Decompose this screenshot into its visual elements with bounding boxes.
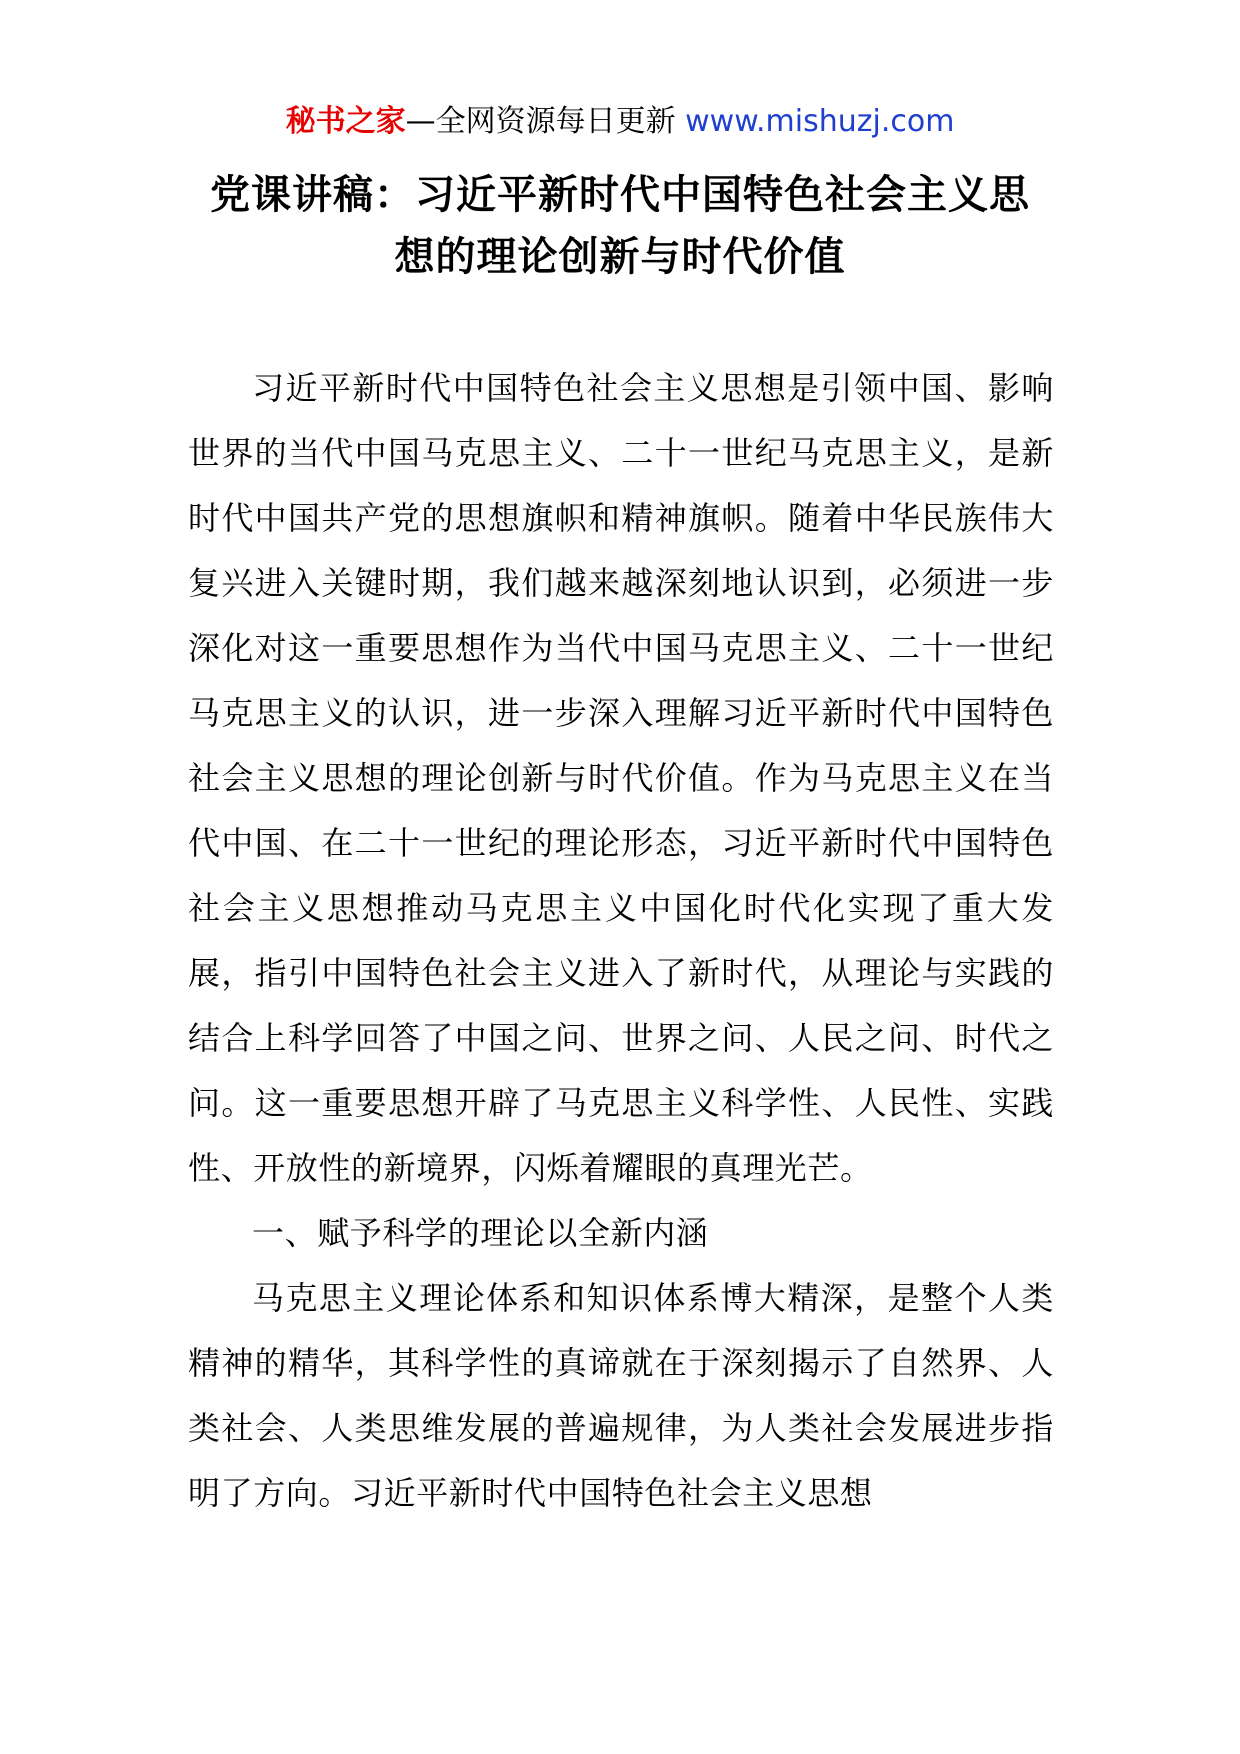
site-url-link[interactable]: www.mishuzj.com xyxy=(685,104,955,139)
title-line-2: 想的理论创新与时代价值 xyxy=(394,234,846,280)
site-tagline: —全网资源每日更新 xyxy=(405,104,686,139)
title-line-1: 党课讲稿：习近平新时代中国特色社会主义思 xyxy=(210,172,1030,218)
section-heading-1: 一、赋予科学的理论以全新内涵 xyxy=(252,1214,709,1252)
section-paragraph: 马克思主义理论体系和知识体系博大精深，是整个人类精神的精华，其科学性的真谛就在于深刻揭示了自然界、人类社会、人类思维发展的普遍规律，为人类社会发展进步指明了方向。习近平新时代中国特色社会主义思想 xyxy=(188,1279,1054,1512)
document-body xyxy=(188,356,1054,1526)
document-title xyxy=(160,164,1080,288)
intro-paragraph: 习近平新时代中国特色社会主义思想是引领中国、影响世界的当代中国马克思主义、二十一世纪马克思主义，是新时代中国共产党的思想旗帜和精神旗帜。随着中华民族伟大复兴进入关键时期，我们越来越深刻地认识到，必须进一步深化对这一重要思想作为当代中国马克思主义、二十一世纪马克思主义的认识，进一步深入理解习近平新时代中国特色社会主义思想的理论创新与时代价值。作为马克思主义在当代中国、在二十一世纪的理论形态，习近平新时代中国特色社会主义思想推动马克思主义中国化时代化实现了重大发展，指引中国特色社会主义进入了新时代，从理论与实践的结合上科学回答了中国之问、世界之问、人民之问、时代之问。这一重要思想开辟了马克思主义科学性、人民性、实践性、开放性的新境界，闪烁着耀眼的真理光芒。 xyxy=(188,369,1054,1187)
site-brand: 秘书之家 xyxy=(285,104,406,139)
site-banner xyxy=(0,100,1240,144)
